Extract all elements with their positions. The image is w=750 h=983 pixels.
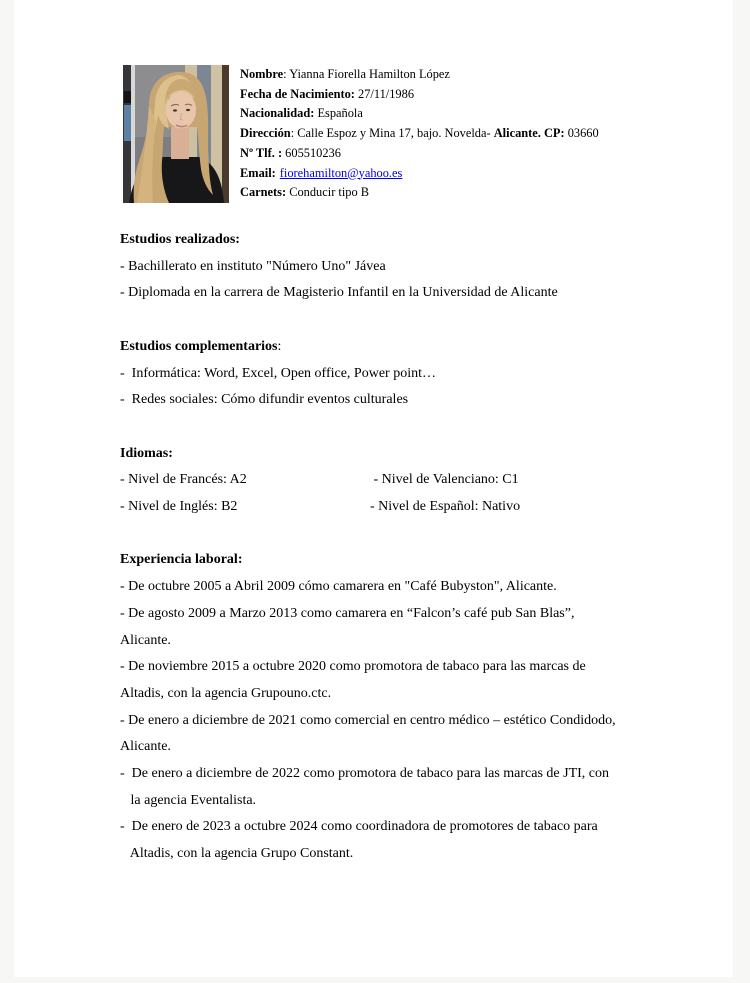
info-line-carnets [240,183,670,203]
info-line-fecha [240,85,670,105]
info-value: Española [314,106,363,121]
info-line-telefono [240,144,670,164]
info-line-email [240,164,670,184]
cv-body [120,227,705,868]
info-label: Dirección [240,126,291,141]
info-label: Nº Tlf. : [240,145,283,160]
info-value: 03660 [564,126,599,141]
info-value: Conducir tipo B [286,185,370,200]
document-page [14,0,733,977]
experience-line: la agencia Eventalista. [120,792,257,808]
info-label: Fecha de Nacimiento: [240,86,355,101]
section-heading-estudios-realizados: Estudios realizados: [120,232,240,247]
experience-line: - De enero de 2023 a octubre 2024 como coordinadora de promotores de tabaco para [120,819,598,835]
experience-line: - De agosto 2009 a Marzo 2013 como camarera en “Falcon’s café pub San Blas”, [120,605,575,621]
study-item: - Informática: Word, Excel, Open office, Power point… [120,365,436,381]
study-item: - Bachillerato en instituto "Número Uno" Jávea [120,258,386,274]
language-row [120,494,705,521]
experience-line: - De noviembre 2015 a octubre 2020 como promotora de tabaco para las marcas de [120,659,586,675]
info-line-direccion [240,124,670,144]
info-line-nacionalidad [240,104,670,124]
heading-colon: : [277,338,282,354]
experience-line: Altadis, con la agencia Grupo Constant. [120,846,354,862]
info-label: Alicante. CP: [493,126,565,141]
portrait-illustration [123,65,229,203]
language-entry: - Nivel de Español: Nativo [370,499,521,514]
study-item: - Redes sociales: Cómo difundir eventos culturales [120,392,409,408]
info-value: 27/11/1986 [354,86,415,101]
info-value: : Calle Espoz y Mina 17, bajo. Novelda- [290,126,494,141]
personal-header [123,65,670,203]
section-spacer [120,521,705,548]
language-entry: - Nivel de Inglés: B2 [120,499,238,514]
info-label: Carnets: [240,185,287,200]
experience-line: Alicante. [120,632,171,648]
language-entry: - Nivel de Francés: A2 [120,472,247,488]
info-label: Nombre [240,67,284,81]
experience-line: - De octubre 2005 a Abril 2009 cómo camarera en "Café Bubyston", Alicante. [120,579,557,595]
info-line-nombre [240,65,670,85]
experience-line: Alicante. [120,739,171,755]
section-heading-experiencia: Experiencia laboral: [120,552,243,568]
info-label: Email: [240,165,276,180]
section-heading-idiomas: Idiomas: [120,445,173,461]
section-spacer [120,307,705,334]
info-label: Nacionalidad: [240,106,315,121]
experience-line: - De enero a diciembre de 2022 como promotora de tabaco para las marcas de JTI, con [120,766,610,782]
language-entry: - Nivel de Valenciano: C1 [370,472,519,488]
experience-line: Altadis, con la agencia Grupouno.ctc. [120,685,332,701]
info-value: : Yianna Fiorella Hamilton López [283,67,450,81]
section-heading-text: Estudios complementarios [120,338,278,354]
info-value: 605510236 [282,145,341,160]
profile-photo [123,65,229,203]
language-row [120,467,705,494]
section-spacer [120,414,705,441]
personal-info [240,65,670,203]
email-link[interactable]: fiorehamilton@yahoo.es [279,165,403,180]
experience-line: - De enero a diciembre de 2021 como comercial en centro médico – estético Condidodo, [120,712,616,728]
study-item: - Diplomada en la carrera de Magisterio Infantil en la Universidad de Alicante [120,285,558,301]
section-heading-estudios-complementarios [120,334,705,361]
